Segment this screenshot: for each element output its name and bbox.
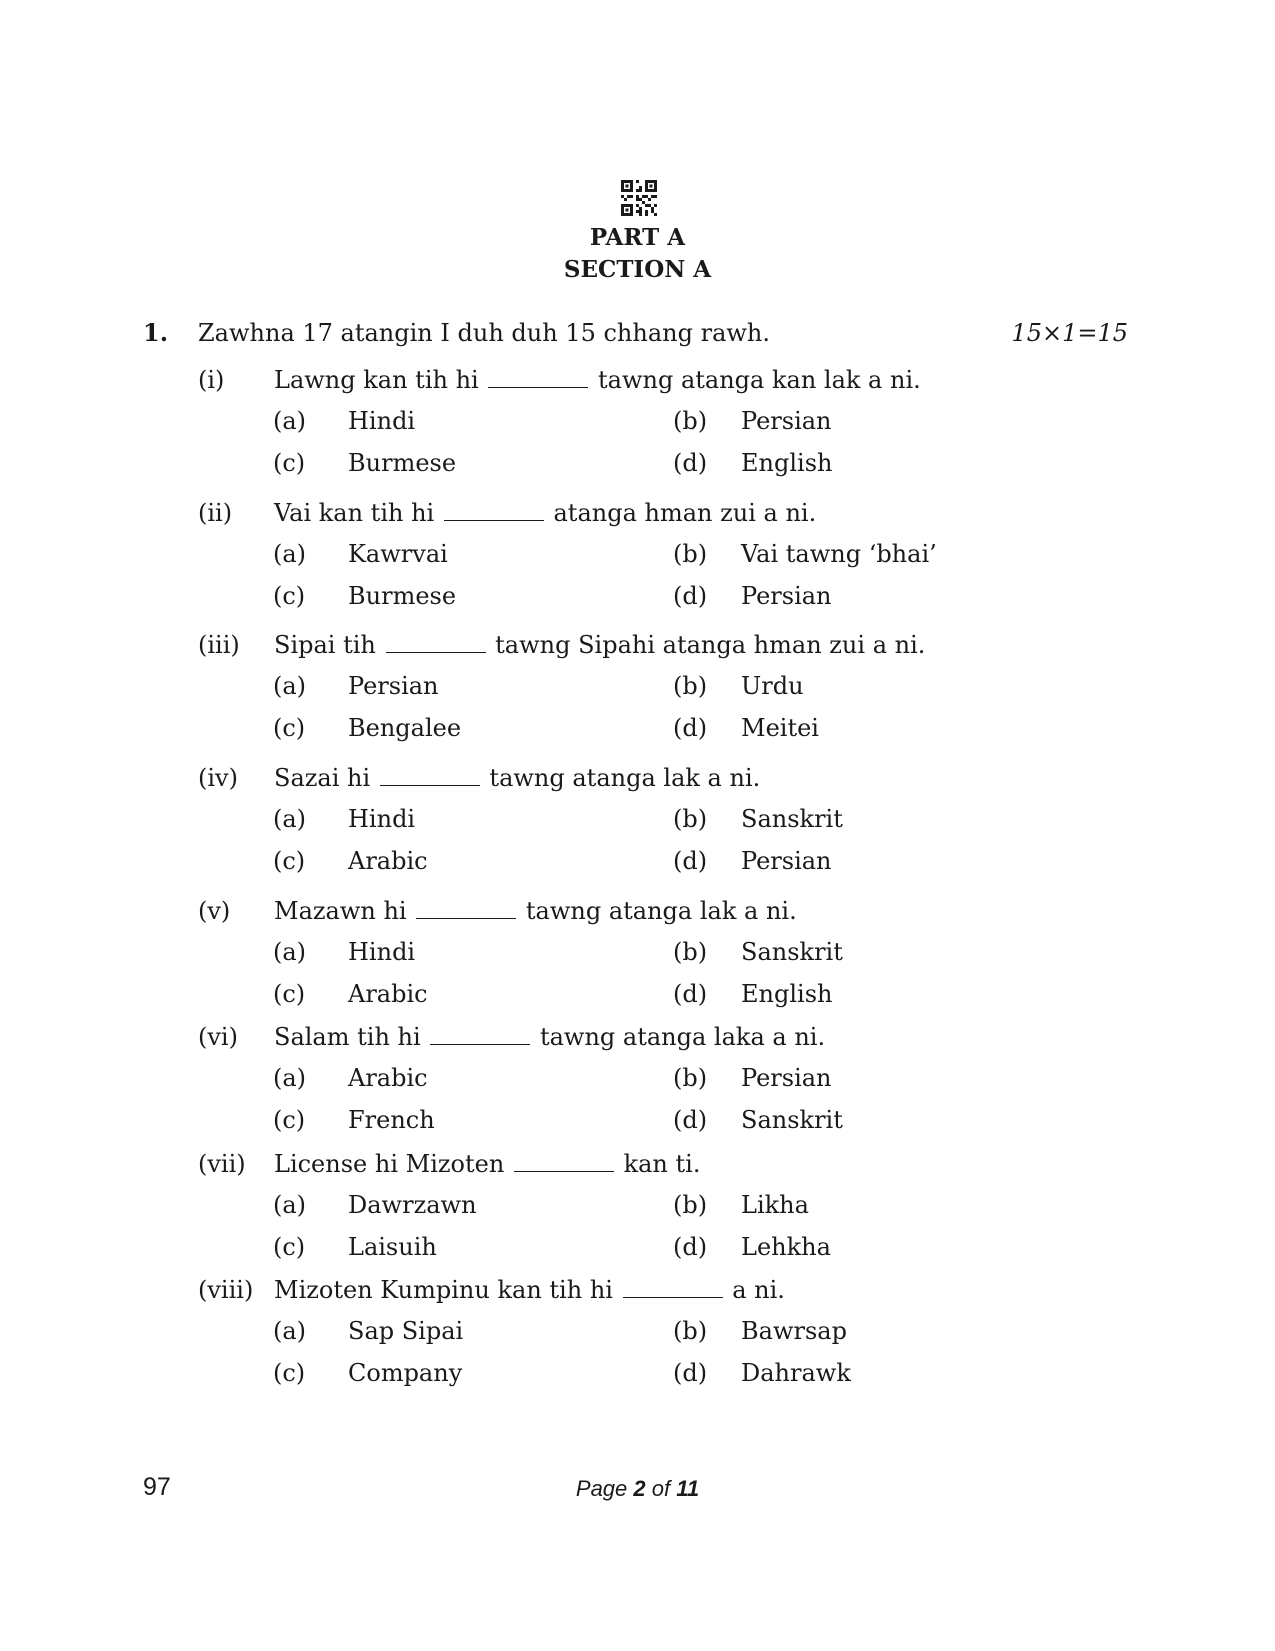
sub-question xyxy=(0,1275,1275,1405)
sub-question-stem xyxy=(274,1149,700,1179)
sub-question-stem xyxy=(274,1275,785,1305)
sub-question-stem xyxy=(274,1022,825,1052)
option-label: (c) xyxy=(273,1106,306,1134)
stem-after-blank: tawng atanga kan lak a ni. xyxy=(598,366,921,394)
stem-before-blank: Mazawn hi xyxy=(274,897,407,925)
sub-question-stem xyxy=(274,763,760,793)
option-text: Hindi xyxy=(348,938,416,966)
subject-code: 97 xyxy=(143,1473,171,1501)
option-text: Dahrawk xyxy=(741,1359,851,1387)
option-label: (b) xyxy=(673,1064,708,1092)
option-text: Dawrzawn xyxy=(348,1191,477,1219)
option-text: French xyxy=(348,1106,435,1134)
sub-question xyxy=(0,896,1275,1026)
option-text: Persian xyxy=(741,1064,832,1092)
stem-before-blank: Sazai hi xyxy=(274,764,371,792)
option-text: English xyxy=(741,449,833,477)
stem-after-blank: kan ti. xyxy=(623,1150,701,1178)
option-label: (c) xyxy=(273,980,306,1008)
option-text: Persian xyxy=(348,672,439,700)
option-label: (c) xyxy=(273,847,306,875)
option-text: English xyxy=(741,980,833,1008)
option-text: Arabic xyxy=(348,1064,428,1092)
option-label: (c) xyxy=(273,582,306,610)
option-label: (c) xyxy=(273,1359,306,1387)
option-text: Arabic xyxy=(348,980,428,1008)
option-text: Persian xyxy=(741,847,832,875)
option-label: (b) xyxy=(673,540,708,568)
option-label: (b) xyxy=(673,805,708,833)
option-label: (b) xyxy=(673,1317,708,1345)
option-text: Sanskrit xyxy=(741,1106,843,1134)
answer-blank xyxy=(430,1023,530,1045)
sub-question xyxy=(0,630,1275,760)
part-title: PART A xyxy=(589,224,686,251)
option-label: (a) xyxy=(273,1317,307,1345)
sub-question xyxy=(0,498,1275,628)
qr-code-icon xyxy=(621,180,657,216)
sub-question-stem xyxy=(274,630,925,660)
option-label: (d) xyxy=(673,1359,708,1387)
option-text: Persian xyxy=(741,407,832,435)
option-text: Kawrvai xyxy=(348,540,448,568)
option-label: (b) xyxy=(673,1191,708,1219)
sub-question-number: (v) xyxy=(198,897,231,925)
option-text: Bengalee xyxy=(348,714,462,742)
option-text: Burmese xyxy=(348,582,457,610)
sub-question xyxy=(0,763,1275,893)
question-instruction: Zawhna 17 atangin I duh duh 15 chhang rawh. xyxy=(198,319,771,347)
option-text: Vai tawng ‘bhai’ xyxy=(741,540,937,568)
sub-question-number: (ii) xyxy=(198,499,233,527)
section-title: SECTION A xyxy=(563,256,712,283)
option-text: Sanskrit xyxy=(741,805,843,833)
page-number: Page 2 of 11 xyxy=(575,1476,700,1501)
sub-question xyxy=(0,1022,1275,1152)
answer-blank xyxy=(416,897,516,919)
option-text: Sap Sipai xyxy=(348,1317,464,1345)
option-label: (d) xyxy=(673,980,708,1008)
stem-after-blank: tawng atanga lak a ni. xyxy=(525,897,797,925)
option-text: Sanskrit xyxy=(741,938,843,966)
option-label: (a) xyxy=(273,672,307,700)
option-label: (a) xyxy=(273,1064,307,1092)
option-text: Urdu xyxy=(741,672,804,700)
sub-question-number: (viii) xyxy=(198,1276,254,1304)
answer-blank xyxy=(623,1276,723,1298)
option-text: Persian xyxy=(741,582,832,610)
sub-question-stem xyxy=(274,498,816,528)
option-label: (d) xyxy=(673,1233,708,1261)
option-label: (a) xyxy=(273,805,307,833)
stem-after-blank: a ni. xyxy=(732,1276,785,1304)
sub-question xyxy=(0,1149,1275,1279)
sub-question-stem xyxy=(274,896,797,926)
option-label: (b) xyxy=(673,407,708,435)
option-label: (a) xyxy=(273,1191,307,1219)
stem-after-blank: tawng atanga laka a ni. xyxy=(539,1023,826,1051)
sub-question-stem xyxy=(274,365,921,395)
option-label: (c) xyxy=(273,714,306,742)
option-text: Lehkha xyxy=(741,1233,831,1261)
option-text: Hindi xyxy=(348,805,416,833)
marks-allocation: 15×1=15 xyxy=(1011,319,1128,347)
option-label: (b) xyxy=(673,938,708,966)
answer-blank xyxy=(386,631,486,653)
option-label: (d) xyxy=(673,847,708,875)
option-label: (a) xyxy=(273,540,307,568)
sub-question-number: (iv) xyxy=(198,764,238,792)
option-text: Arabic xyxy=(348,847,428,875)
stem-before-blank: License hi Mizoten xyxy=(274,1150,505,1178)
option-text: Hindi xyxy=(348,407,416,435)
stem-before-blank: Sipai tih xyxy=(274,631,376,659)
sub-question-number: (i) xyxy=(198,366,225,394)
sub-question-number: (vi) xyxy=(198,1023,238,1051)
answer-blank xyxy=(444,499,544,521)
option-label: (d) xyxy=(673,714,708,742)
answer-blank xyxy=(488,366,588,388)
option-text: Bawrsap xyxy=(741,1317,847,1345)
option-text: Burmese xyxy=(348,449,457,477)
option-label: (a) xyxy=(273,407,307,435)
answer-blank xyxy=(380,764,480,786)
stem-before-blank: Salam tih hi xyxy=(274,1023,421,1051)
stem-after-blank: tawng Sipahi atanga hman zui a ni. xyxy=(495,631,926,659)
stem-after-blank: atanga hman zui a ni. xyxy=(553,499,817,527)
sub-question-number: (vii) xyxy=(198,1150,246,1178)
stem-before-blank: Lawng kan tih hi xyxy=(274,366,479,394)
stem-before-blank: Vai kan tih hi xyxy=(274,499,435,527)
sub-question xyxy=(0,365,1275,495)
option-text: Likha xyxy=(741,1191,809,1219)
option-label: (d) xyxy=(673,449,708,477)
option-text: Company xyxy=(348,1359,463,1387)
option-label: (c) xyxy=(273,1233,306,1261)
option-label: (a) xyxy=(273,938,307,966)
sub-question-number: (iii) xyxy=(198,631,240,659)
stem-after-blank: tawng atanga lak a ni. xyxy=(489,764,761,792)
stem-before-blank: Mizoten Kumpinu kan tih hi xyxy=(274,1276,613,1304)
option-label: (c) xyxy=(273,449,306,477)
option-text: Laisuih xyxy=(348,1233,437,1261)
question-number: 1. xyxy=(143,318,169,347)
option-label: (b) xyxy=(673,672,708,700)
answer-blank xyxy=(514,1150,614,1172)
option-text: Meitei xyxy=(741,714,819,742)
option-label: (d) xyxy=(673,582,708,610)
option-label: (d) xyxy=(673,1106,708,1134)
